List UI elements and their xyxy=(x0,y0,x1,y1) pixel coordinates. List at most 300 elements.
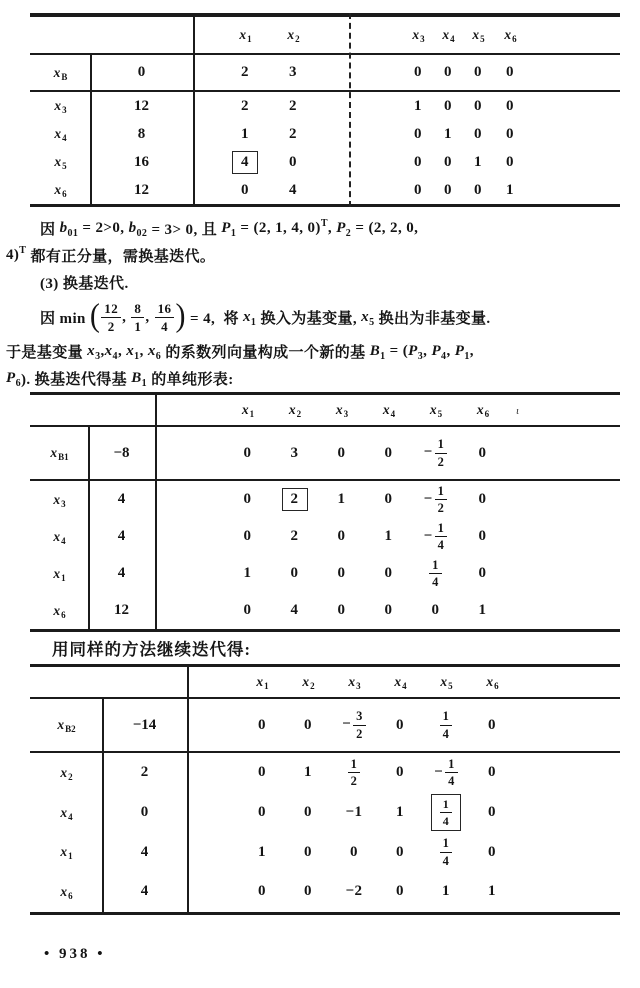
subscript: 1 xyxy=(380,351,386,362)
row-value: 2 xyxy=(140,764,149,781)
table-vertical-rule xyxy=(187,664,189,915)
cell: 0 xyxy=(337,444,346,461)
variable-subscript: 4 xyxy=(68,811,73,822)
variable-base: x xyxy=(486,674,494,690)
cell xyxy=(331,710,377,740)
superscript: T xyxy=(19,245,27,256)
text-run: , xyxy=(327,220,337,236)
table-row xyxy=(30,92,620,120)
row-label xyxy=(30,126,90,144)
table-row xyxy=(30,872,620,912)
variable-subscript: 5 xyxy=(62,161,67,172)
column-header xyxy=(221,27,269,45)
text-run: 因 min xyxy=(40,310,90,327)
inline-fraction xyxy=(100,302,122,333)
variable-base: x xyxy=(476,402,484,418)
fraction xyxy=(440,710,453,740)
table-row xyxy=(30,395,620,425)
variable-base: x xyxy=(348,674,356,690)
row-value: 12 xyxy=(114,602,129,618)
row-value: 16 xyxy=(134,153,149,170)
fraction-numerator: 1 xyxy=(435,438,448,454)
variable-subscript: B xyxy=(61,71,68,82)
variable-base: x xyxy=(472,27,480,43)
variable-base: x xyxy=(54,98,62,114)
cell xyxy=(423,710,469,740)
row-label xyxy=(30,844,102,862)
table-row xyxy=(30,555,620,592)
cell xyxy=(331,758,377,788)
cell xyxy=(221,151,269,174)
text-run: , xyxy=(446,343,455,359)
table-row xyxy=(30,518,620,555)
subscript: 2 xyxy=(345,228,352,239)
cell: 0 xyxy=(243,491,252,507)
inline-fraction xyxy=(154,302,176,333)
cell: 0 xyxy=(384,602,393,618)
table-row xyxy=(30,120,620,148)
row-value: 0 xyxy=(137,64,146,80)
table-row xyxy=(30,176,620,204)
column-header xyxy=(239,674,285,692)
cell: 3 xyxy=(290,444,299,461)
text-run: , xyxy=(423,343,432,359)
cell xyxy=(423,837,469,867)
math-vector: P xyxy=(221,220,231,236)
column-header xyxy=(469,674,515,692)
row-label xyxy=(30,806,102,820)
cell: 0 xyxy=(474,125,482,142)
cell: 2 xyxy=(290,528,299,544)
fraction-denominator: 4 xyxy=(442,814,450,829)
fraction-numerator: 1 xyxy=(435,522,448,538)
variable-base: x xyxy=(60,765,68,781)
cell xyxy=(412,522,459,552)
text-run: (3) 换基迭代. xyxy=(40,276,129,292)
cell: −2 xyxy=(345,883,363,900)
variable-base: x xyxy=(504,27,512,43)
variable-subscript: 6 xyxy=(494,681,499,692)
cell: 0 xyxy=(444,153,452,170)
paragraph-line xyxy=(6,242,636,269)
row-value: 4 xyxy=(117,491,126,507)
text-run: 4) xyxy=(6,247,20,263)
cell xyxy=(412,438,459,468)
cell: 4 xyxy=(289,181,297,198)
row-label xyxy=(30,530,88,544)
text-run: = 4, 将 xyxy=(185,310,243,327)
variable-base: x xyxy=(239,27,247,43)
cell: 0 xyxy=(241,181,249,198)
cell: 0 xyxy=(384,491,393,507)
column-header xyxy=(269,27,317,45)
table-row xyxy=(30,17,620,53)
cell: 0 xyxy=(396,764,404,781)
table-vertical-rule xyxy=(90,55,92,207)
variable-subscript: 1 xyxy=(264,681,269,692)
cell: 0 xyxy=(243,602,252,618)
variable-subscript: 5 xyxy=(448,681,453,692)
math-vector: P xyxy=(336,220,346,236)
variable-base: x xyxy=(442,27,450,43)
math-vector: B xyxy=(369,343,381,359)
paragraph-line xyxy=(6,269,636,296)
fraction-numerator: 1 xyxy=(440,710,453,726)
explanation-text xyxy=(6,215,636,392)
variable-base: x xyxy=(54,126,62,142)
column-header xyxy=(331,674,377,692)
fraction-denominator: 4 xyxy=(442,853,450,868)
variable-base: x xyxy=(440,674,448,690)
cell: 0 xyxy=(488,764,496,781)
variable-subscript: 1 xyxy=(249,409,255,420)
simplex-tableau-initial xyxy=(30,13,620,207)
cell: 1 xyxy=(396,804,404,821)
text-run: , xyxy=(100,343,105,359)
math-vector: P xyxy=(431,343,442,359)
variable-subscript: 2 xyxy=(296,409,302,420)
table-row xyxy=(30,699,620,751)
cell: 0 xyxy=(258,764,266,781)
row-value: 4 xyxy=(140,883,149,900)
text-run: , xyxy=(145,308,154,325)
page-number: • 938 • xyxy=(44,945,106,962)
math-variable: x xyxy=(243,308,251,325)
subscript: 5 xyxy=(369,316,375,328)
column-header xyxy=(271,402,318,420)
variable-subscript: 1 xyxy=(61,572,66,583)
stray-mark: ɩ xyxy=(516,405,520,417)
fraction xyxy=(429,559,442,589)
cell: 1 xyxy=(243,565,252,581)
variable-base: x xyxy=(53,565,61,581)
variable-base: x xyxy=(287,27,295,43)
inline-fraction xyxy=(130,302,145,333)
cell xyxy=(423,758,469,788)
row-label xyxy=(30,765,102,783)
cell: 4 xyxy=(290,602,299,618)
cell: 0 xyxy=(337,565,346,581)
fraction xyxy=(131,302,144,333)
table-vertical-rule xyxy=(88,427,90,632)
variable-subscript: 4 xyxy=(402,681,407,692)
subscript: 6 xyxy=(155,351,162,362)
table-row xyxy=(30,592,620,629)
cell xyxy=(412,485,459,515)
variable-subscript: 4 xyxy=(62,133,67,144)
text-run: = (2, 1, 4, 0) xyxy=(236,220,321,236)
table-rule xyxy=(30,204,620,207)
cell: 1 xyxy=(478,602,487,618)
variable-base: x xyxy=(429,402,437,418)
row-value: 0 xyxy=(140,804,149,821)
subscript: 3 xyxy=(95,351,101,362)
variable-base: x xyxy=(54,154,62,170)
variable-base: x xyxy=(53,491,61,507)
fraction-numerator: 8 xyxy=(131,302,144,318)
fraction-numerator: 1 xyxy=(348,758,361,774)
cell: 0 xyxy=(506,97,514,114)
fraction-numerator: 16 xyxy=(155,302,175,318)
cell: 0 xyxy=(506,64,514,80)
cell: 0 xyxy=(444,64,452,80)
row-value: 12 xyxy=(134,181,149,198)
fraction xyxy=(348,758,361,788)
cell: 1 xyxy=(474,153,482,170)
variable-subscript: 3 xyxy=(356,681,361,692)
cell: 0 xyxy=(478,444,487,461)
cell: 1 xyxy=(444,125,452,142)
subscript: 1 xyxy=(464,351,470,362)
variable-base: x xyxy=(53,64,61,80)
cell: 1 xyxy=(258,843,266,860)
fill xyxy=(506,401,620,419)
table-row xyxy=(30,753,620,793)
cell: 0 xyxy=(414,153,422,170)
cell: 0 xyxy=(258,716,266,733)
variable-base: x xyxy=(394,674,402,690)
text-run: , xyxy=(122,308,131,325)
text-run: 的系数列向量构成一个新的基 xyxy=(161,345,370,361)
cell: 0 xyxy=(337,602,346,618)
variable-subscript: 4 xyxy=(450,34,455,45)
variable-base: x xyxy=(256,674,264,690)
cell xyxy=(271,488,318,511)
column-header xyxy=(318,402,365,420)
row-label xyxy=(30,182,90,200)
cell: 0 xyxy=(488,804,496,821)
cell: 1 xyxy=(488,883,496,900)
cell: 0 xyxy=(384,444,393,461)
column-header xyxy=(365,402,412,420)
column-header xyxy=(463,27,493,45)
fraction-denominator: 4 xyxy=(432,575,439,589)
variable-subscript: 3 xyxy=(61,498,66,509)
cell: 2 xyxy=(241,97,249,114)
text-run: = 3> 0, 且 xyxy=(147,222,222,238)
table-row xyxy=(30,832,620,872)
cell: 0 xyxy=(414,125,422,142)
cell: 0 xyxy=(396,716,404,733)
column-header xyxy=(493,27,527,45)
cell: 0 xyxy=(304,883,312,900)
fraction-denominator: 4 xyxy=(161,318,168,334)
cell: 0 xyxy=(506,125,514,142)
minus-sign: − xyxy=(423,444,433,461)
row-value: 8 xyxy=(137,125,146,142)
cell: 0 xyxy=(289,153,297,170)
table-row xyxy=(30,793,620,833)
row-label xyxy=(30,717,102,735)
math-vector: b xyxy=(59,220,68,236)
simplex-tableau-b1 xyxy=(30,392,620,632)
row-label xyxy=(30,66,90,80)
fraction-numerator: 1 xyxy=(440,798,453,813)
subscript: 4 xyxy=(112,351,118,362)
cell: 3 xyxy=(289,64,297,80)
fraction xyxy=(353,710,366,740)
subscript: 1 xyxy=(230,228,237,239)
fraction-numerator: 1 xyxy=(445,758,458,774)
math-vector: P xyxy=(6,370,16,386)
cell: 0 xyxy=(488,843,496,860)
cell: 0 xyxy=(384,565,393,581)
pivot-box: 2 xyxy=(282,488,308,511)
math-variable: x xyxy=(361,308,370,325)
table-rule xyxy=(30,629,620,632)
cell: 0 xyxy=(396,843,404,860)
variable-base: x xyxy=(382,402,390,418)
variable-base: x xyxy=(335,402,343,418)
text-run: = ( xyxy=(385,343,409,359)
table-row xyxy=(30,481,620,518)
variable-subscript: 2 xyxy=(310,681,315,692)
fraction xyxy=(440,837,453,867)
cell: 0 xyxy=(474,97,482,114)
variable-base: x xyxy=(50,445,58,461)
fraction xyxy=(440,798,453,827)
fraction xyxy=(435,485,448,515)
subscript: 3 xyxy=(417,351,424,362)
fraction-denominator: 1 xyxy=(134,318,142,334)
variable-base: x xyxy=(60,884,68,900)
math-vector: P xyxy=(454,343,465,359)
cell: 1 xyxy=(506,181,514,198)
fraction xyxy=(435,522,448,552)
minus-sign: − xyxy=(423,490,433,507)
cell xyxy=(412,559,459,589)
cell: 0 xyxy=(478,528,487,544)
subscript: 01 xyxy=(67,228,79,239)
fraction-denominator: 4 xyxy=(437,538,445,552)
math-vector: B xyxy=(131,370,142,386)
column-header xyxy=(285,674,331,692)
fraction xyxy=(101,302,121,333)
cell: 0 xyxy=(478,565,487,581)
cell: −1 xyxy=(345,804,363,821)
table-vertical-rule xyxy=(102,699,104,915)
paragraph-line xyxy=(6,296,636,338)
cell: 0 xyxy=(258,804,266,821)
cell: 2 xyxy=(241,64,249,80)
cell: 0 xyxy=(414,64,422,80)
fraction-denominator: 4 xyxy=(442,726,450,741)
row-label xyxy=(30,154,90,172)
minus-sign: − xyxy=(423,527,433,544)
variable-subscript: 4 xyxy=(390,409,396,420)
text-run: , xyxy=(469,343,474,359)
cell: 0 xyxy=(506,153,514,170)
cell: 0 xyxy=(431,602,440,618)
fraction-denominator: 2 xyxy=(437,501,445,515)
variable-base: x xyxy=(412,27,420,43)
column-header xyxy=(423,674,469,692)
column-header xyxy=(224,402,271,420)
table-vertical-rule xyxy=(193,13,195,207)
fraction-numerator: 12 xyxy=(101,302,121,318)
cell xyxy=(423,794,469,831)
fraction-numerator: 1 xyxy=(440,837,453,853)
minus-sign: − xyxy=(434,764,444,781)
fraction xyxy=(155,302,175,333)
fraction-denominator: 2 xyxy=(107,318,115,334)
fraction-numerator: 1 xyxy=(435,485,448,501)
table-vertical-rule xyxy=(155,392,157,632)
fraction-numerator: 1 xyxy=(429,559,442,575)
variable-subscript: 1 xyxy=(247,34,252,45)
fraction xyxy=(445,758,458,788)
math-vector: b xyxy=(128,220,137,236)
table-row xyxy=(30,148,620,176)
text-run: 换出为非基变量. xyxy=(374,310,491,327)
variable-subscript: 6 xyxy=(62,189,67,200)
math-variable: x xyxy=(147,343,156,359)
paragraph-line xyxy=(6,365,636,392)
math-variable: x xyxy=(126,343,135,359)
math-vector: P xyxy=(408,343,418,359)
variable-base: x xyxy=(302,674,310,690)
text-run: 因 xyxy=(40,222,60,238)
variable-base: x xyxy=(60,804,68,820)
cell: 0 xyxy=(243,444,252,461)
cell: 1 xyxy=(442,883,450,900)
variable-subscript: 5 xyxy=(437,409,443,420)
variable-subscript: 3 xyxy=(343,409,349,420)
variable-subscript: B2 xyxy=(65,724,76,735)
variable-subscript: 6 xyxy=(512,34,517,45)
superscript: T xyxy=(320,218,328,229)
row-label xyxy=(30,884,102,902)
text-run: , xyxy=(139,343,148,359)
text-run: ). 换基迭代得基 xyxy=(20,372,132,388)
paragraph-line xyxy=(6,215,636,242)
variable-subscript: 3 xyxy=(62,105,67,116)
subscript: 6 xyxy=(15,378,21,389)
subscript: 4 xyxy=(441,351,447,362)
math-variable: x xyxy=(87,343,96,359)
pivot-box: 4 xyxy=(232,151,258,174)
cell: 0 xyxy=(304,716,312,733)
variable-subscript: B1 xyxy=(58,452,69,463)
cell: 0 xyxy=(396,883,404,900)
cell: 0 xyxy=(290,565,299,581)
cell: 0 xyxy=(478,491,487,507)
fraction-numerator: 3 xyxy=(353,710,366,726)
pivot-box xyxy=(431,794,462,831)
minus-sign: − xyxy=(342,716,352,733)
row-label xyxy=(30,567,88,581)
row-value: −14 xyxy=(132,716,157,733)
cell: 1 xyxy=(337,491,346,507)
row-label xyxy=(30,493,88,507)
cell: 1 xyxy=(414,97,422,114)
cell: 0 xyxy=(304,804,312,821)
text-run: = 2>0, xyxy=(78,220,129,236)
cell: 0 xyxy=(474,64,482,80)
cell: 0 xyxy=(488,716,496,733)
row-label xyxy=(30,604,88,618)
variable-subscript: 5 xyxy=(480,34,485,45)
cell: 2 xyxy=(289,97,297,114)
paragraph-line xyxy=(6,338,636,365)
cell: 0 xyxy=(337,528,346,544)
row-label xyxy=(30,98,90,116)
cell: 0 xyxy=(444,181,452,198)
fraction-denominator: 4 xyxy=(448,774,455,789)
fraction-denominator: 2 xyxy=(350,774,358,789)
column-header xyxy=(377,674,423,692)
column-header xyxy=(403,27,433,45)
